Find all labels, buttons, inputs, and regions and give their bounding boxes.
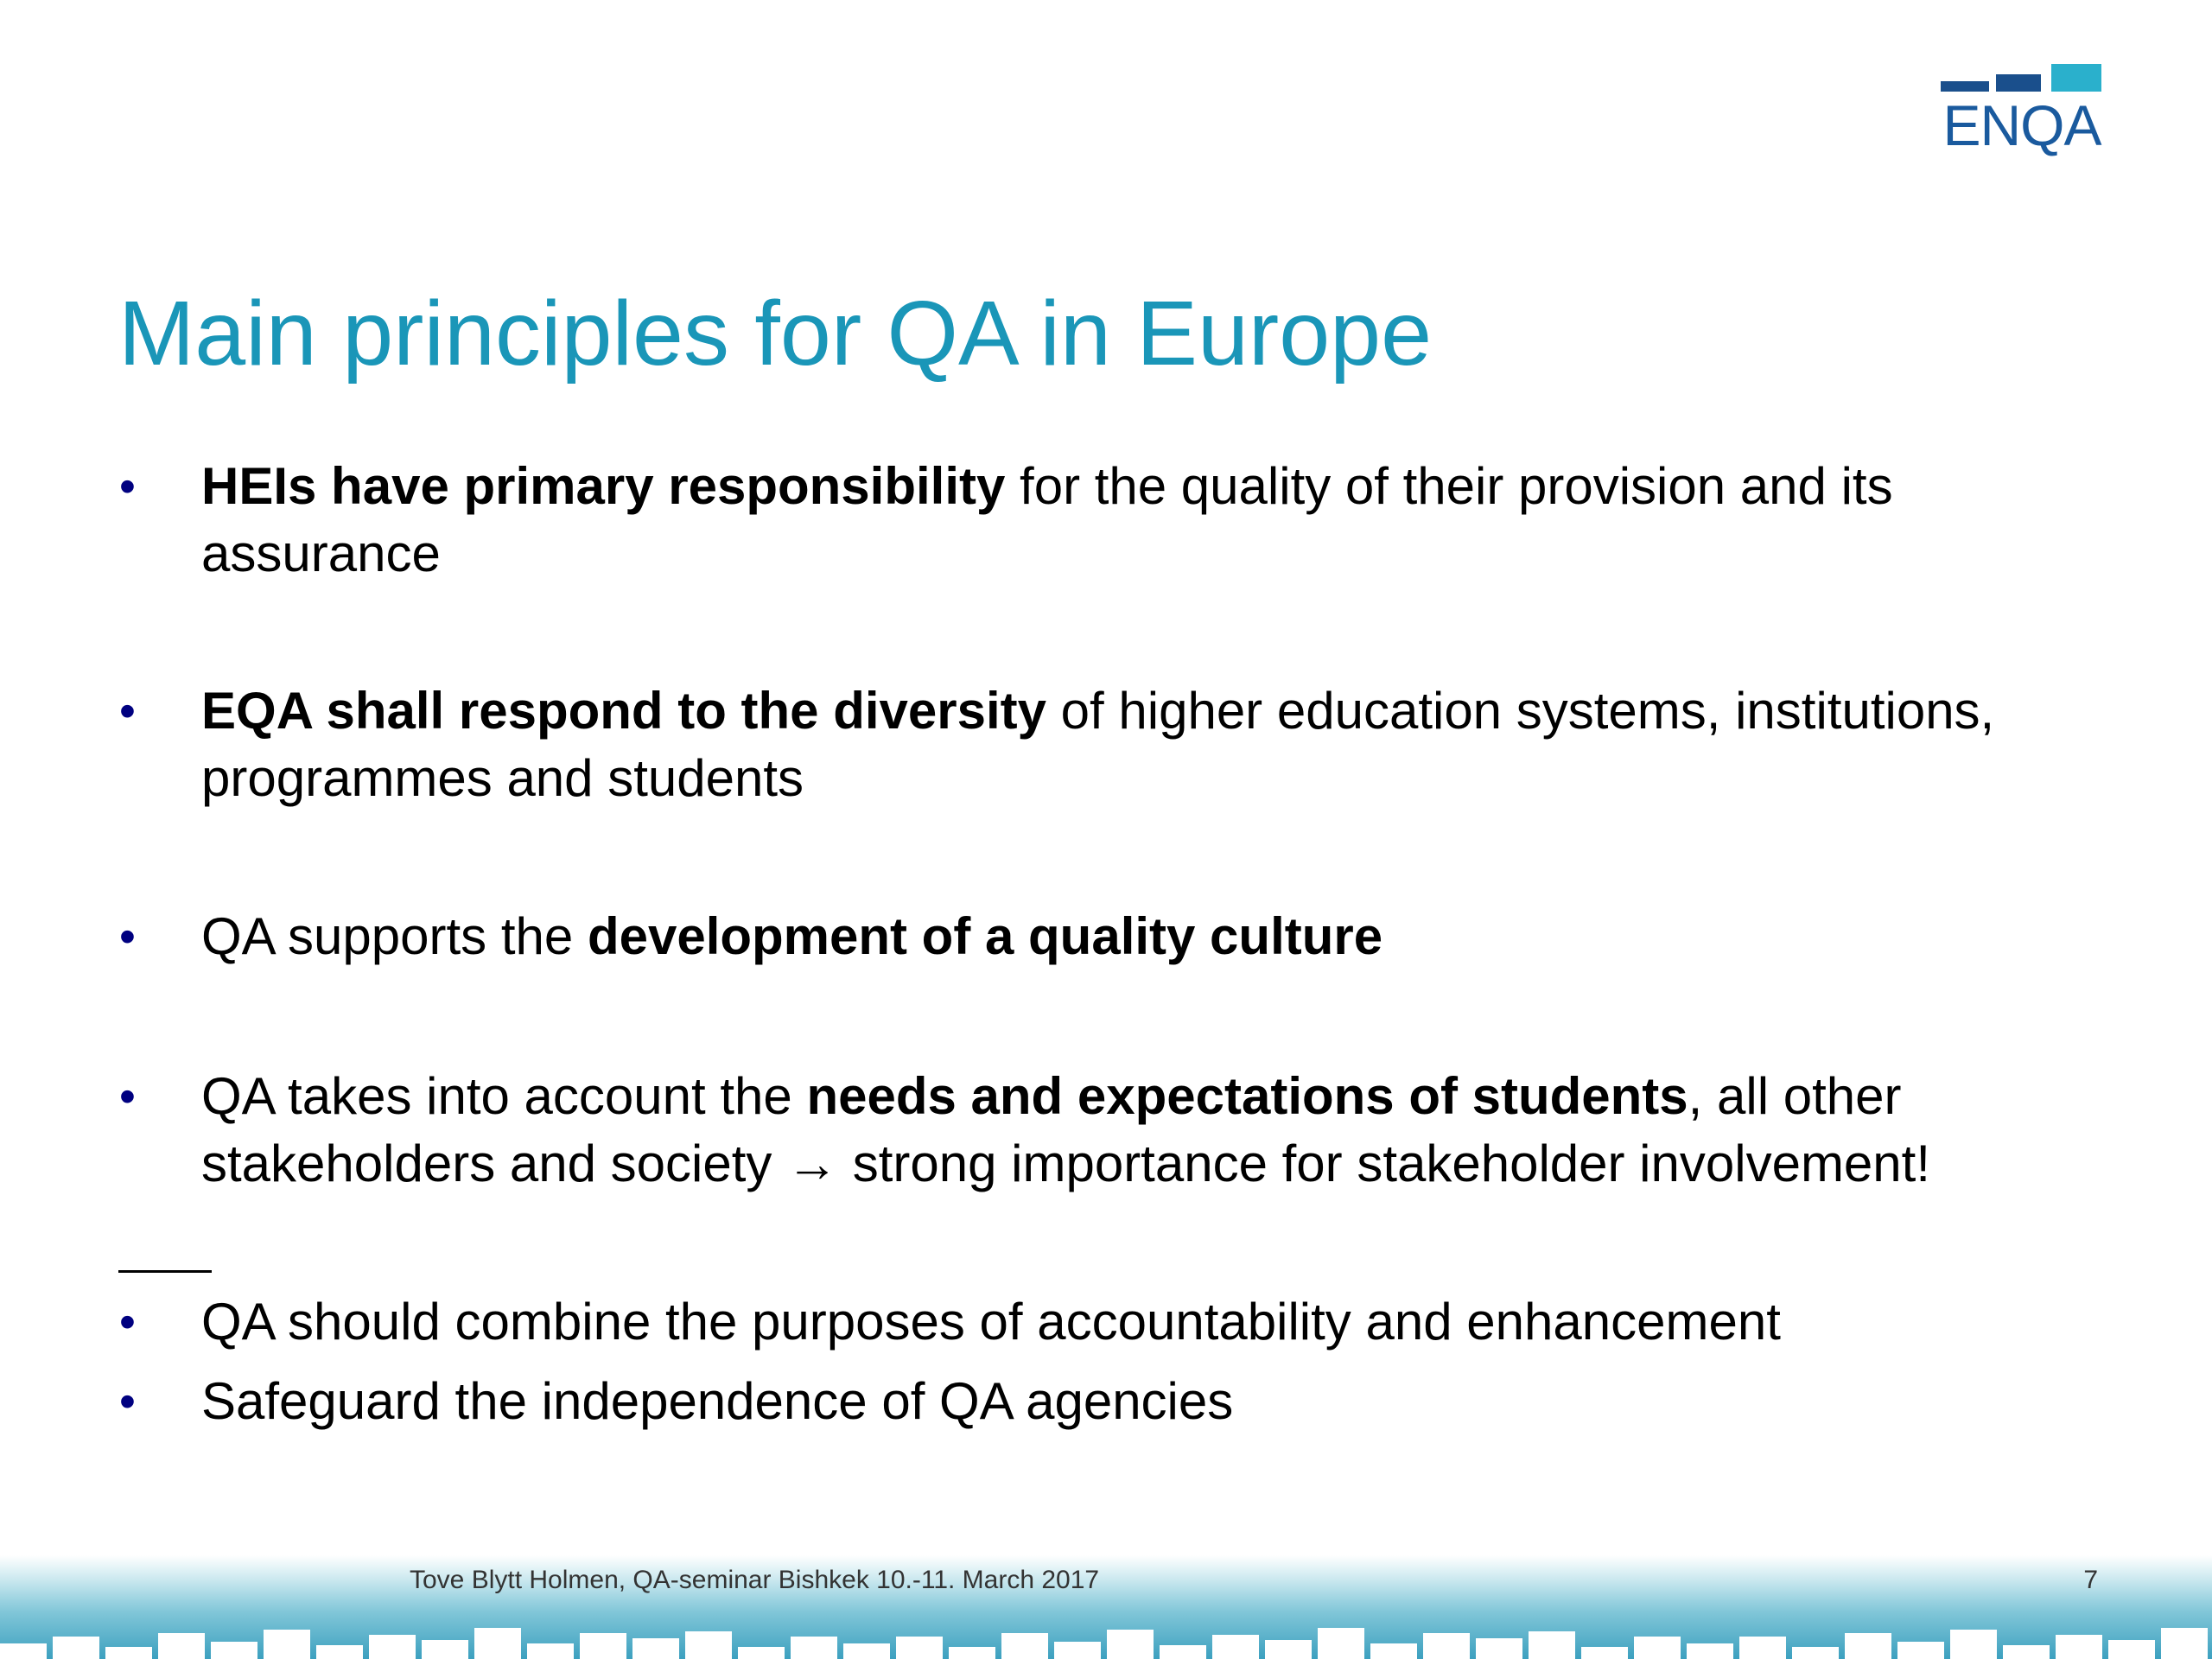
- footer-block: [1581, 1647, 1628, 1659]
- footer-block: [791, 1637, 837, 1659]
- footer-block: [158, 1633, 205, 1659]
- footer-block: [580, 1633, 626, 1659]
- footer-block: [1792, 1647, 1839, 1659]
- bullet-text: for the quality of their provision and its assurance: [201, 457, 1893, 582]
- footer-block: [685, 1631, 732, 1659]
- bullet-item: [201, 903, 2059, 970]
- bullet-item: [201, 1288, 2059, 1356]
- bullet-text: QA takes into account the: [201, 1067, 807, 1125]
- separator-line: [118, 1270, 212, 1273]
- footer-block: [2161, 1628, 2208, 1659]
- bullet-item: [201, 1063, 2059, 1198]
- bullet-text: Safeguard the independence of QA agencies: [201, 1372, 1234, 1430]
- bullet-item: [201, 677, 2059, 812]
- footer-block: [1107, 1630, 1154, 1659]
- page-number: 7: [2083, 1566, 2098, 1594]
- footer-block: [1212, 1635, 1259, 1659]
- footer-block: [2003, 1645, 2050, 1659]
- footer-block: [1054, 1642, 1101, 1659]
- footer-block: [1160, 1645, 1206, 1659]
- footer-block: [1529, 1631, 1575, 1659]
- footer-block: [0, 1643, 47, 1659]
- footer-block: [843, 1643, 890, 1659]
- footer-block: [1634, 1637, 1681, 1659]
- footer-block: [1950, 1630, 1997, 1659]
- bullet-bold: development of a quality culture: [587, 907, 1383, 965]
- footer-block: [316, 1645, 363, 1659]
- footer-block: [1423, 1633, 1470, 1659]
- footer-block: [1476, 1638, 1522, 1659]
- footer-block: [527, 1643, 574, 1659]
- footer-block: [896, 1637, 943, 1659]
- footer-caption: Tove Blytt Holmen, QA-seminar Bishkek 10.-11. March 2017: [410, 1566, 1100, 1594]
- bullet-text: QA should combine the purposes of accountability and enhancement: [201, 1293, 1781, 1351]
- footer-block: [422, 1640, 468, 1659]
- footer-block: [264, 1630, 310, 1659]
- footer-block: [2108, 1640, 2155, 1659]
- bullet-text: , all other stakeholders and society → strong importance for stakeholder involvement!: [201, 1067, 1931, 1192]
- slide-title: Main principles for QA in Europe: [118, 283, 1433, 385]
- footer-block: [1001, 1633, 1048, 1659]
- footer-block: [369, 1635, 416, 1659]
- bullet-item: [201, 453, 2059, 588]
- footer-block: [474, 1628, 521, 1659]
- footer-blocks-decoration: [0, 1624, 2212, 1659]
- logo-text: ENQA: [1942, 93, 2101, 157]
- footer-block: [738, 1647, 785, 1659]
- footer-block: [632, 1638, 679, 1659]
- bullet-text: QA supports the: [201, 907, 588, 965]
- footer-block: [1687, 1643, 1733, 1659]
- footer-block: [1265, 1640, 1312, 1659]
- footer-block: [949, 1647, 995, 1659]
- footer-block: [105, 1647, 152, 1659]
- footer-block: [2056, 1635, 2102, 1659]
- bullet-item: [201, 1368, 2059, 1435]
- footer-block: [1845, 1633, 1891, 1659]
- bullet-bold: EQA shall respond to the diversity: [201, 682, 1046, 740]
- footer-block: [1739, 1637, 1786, 1659]
- footer-block: [211, 1642, 257, 1659]
- footer-block: [1897, 1642, 1944, 1659]
- bullet-bold: needs and expectations of students: [806, 1067, 1688, 1125]
- footer-block: [1318, 1628, 1364, 1659]
- footer-block: [1370, 1643, 1417, 1659]
- footer-block: [53, 1637, 99, 1659]
- bullet-bold: HEIs have primary responsibility: [201, 457, 1006, 515]
- bullet-text: of higher education systems, institutions, programmes and students: [201, 682, 1995, 807]
